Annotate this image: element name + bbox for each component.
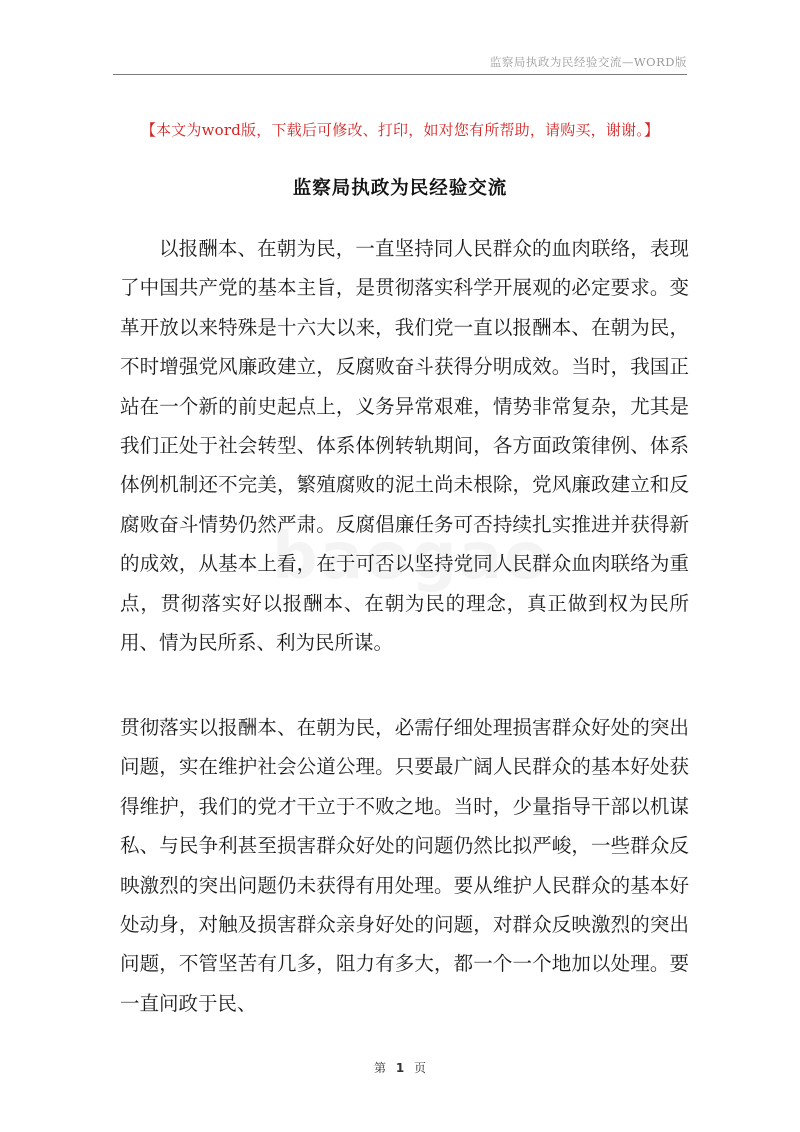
page-number: 1 [395, 1061, 405, 1075]
document-title: 监察局执政为民经验交流 [292, 178, 508, 199]
page-prefix: 第 [373, 1061, 386, 1075]
page-suffix: 页 [414, 1061, 427, 1075]
paragraph-1: 以报酬本、在朝为民，一直坚持同人民群众的血肉联络，表现了中国共产党的基本主旨，是贯彻落实科学开展观的必定要求。变革开放以来特殊是十六大以来，我们党一直以报酬本、在朝为民，不时增强党风廉政建立，反腐败奋斗获得分明成效。当时，我国正站在一个新的前史起点上，义务异常艰难，情势非常复杂，尤其是我们正处于社会转型、体系体例转轨期间，各方面政策律例、体系体例机制还不完美，繁殖腐败的泥土尚未根除，党风廉政建立和反腐败奋斗情势仍然严肃。反腐倡廉任务可否持续扎实推进并获得新的成效，从基本上看，在于可否以坚持党同人民群众血肉联络为重点，贯彻落实好以报酬本、在朝为民的理念，真正做到权为民所用、情为民所系、利为民所谋。 [120, 237, 689, 655]
running-header: 监察局执政为民经验交流—WORD版 [489, 55, 687, 69]
header-divider [113, 74, 687, 75]
page-footer [0, 1059, 800, 1076]
download-notice: 【本文为word版，下载后可修改、打印，如对您有所帮助，请购买，谢谢。】 [140, 121, 660, 139]
paragraph-2: 贯彻落实以报酬本、在朝为民，必需仔细处理损害群众好处的突出问题，实在维护社会公道公理。只要最广阔人民群众的基本好处获得维护，我们的党才干立于不败之地。当时，少量指导干部以机谋私、与民争利甚至损害群众好处的问题仍然比拟严峻，一些群众反映激烈的突出问题仍未获得有用处理。要从维护人民群众的基本好处动身，对触及损害群众亲身好处的问题，对群众反映激烈的突出问题，不管坚苦有几多，阻力有多大，都一个一个地加以处理。要一直问政于民、 [120, 716, 689, 1015]
